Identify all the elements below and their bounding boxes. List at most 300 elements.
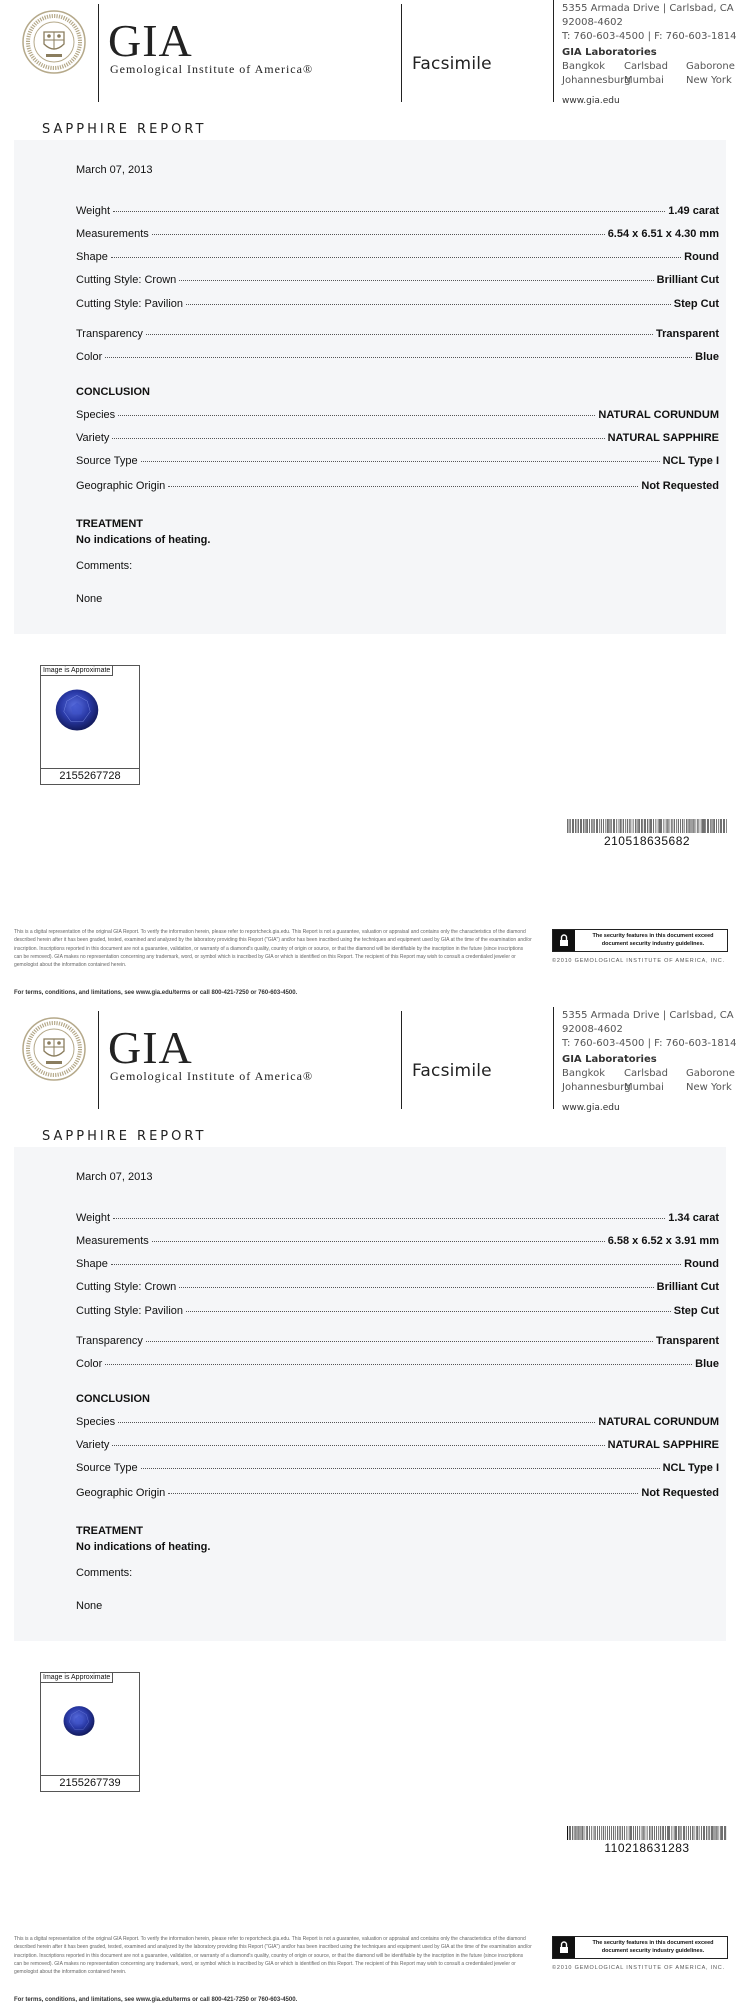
barcode-bar — [578, 1826, 579, 1840]
row-value: Round — [684, 251, 719, 263]
barcode-bar — [603, 1826, 604, 1840]
measurements-row — [76, 1235, 719, 1247]
barcode-bar — [720, 819, 721, 833]
copyright-text: ©2010 GEMOLOGICAL INSTITUTE OF AMERICA, INC. — [552, 1965, 725, 1971]
barcode-bar — [641, 819, 642, 833]
origin-row — [76, 1487, 719, 1499]
barcode-bar — [622, 1826, 623, 1840]
barcode-bar — [701, 1826, 702, 1840]
treatment-value: No indications of heating. — [76, 1541, 211, 1553]
barcode-bar — [704, 819, 705, 833]
barcode-bar — [651, 819, 652, 833]
row-label: Color — [76, 1358, 103, 1370]
image-report-number: 2155267739 — [41, 1775, 139, 1791]
city: Johannesburg — [562, 1082, 631, 1093]
barcode-bar — [576, 1826, 577, 1840]
barcode-bar — [708, 1826, 709, 1840]
terms-text: For terms, conditions, and limitations, see www.gia.edu/terms or call 800-421-7250 or 760-603-4500. — [14, 990, 298, 996]
barcode-bar — [567, 1826, 568, 1840]
address-line: 5355 Armada Drive | Carlsbad, CA 92008-4602 — [562, 1010, 734, 1035]
barcode-bar — [615, 1826, 616, 1840]
barcode-bar — [680, 819, 681, 833]
row-label: Geographic Origin — [76, 1487, 166, 1499]
barcode-bar — [629, 1826, 630, 1840]
barcode-bar — [613, 1826, 614, 1840]
barcode-bar — [678, 1826, 679, 1840]
row-value: NCL Type I — [662, 455, 719, 467]
row-label: Transparency — [76, 1335, 143, 1347]
comments-value: None — [76, 1600, 103, 1612]
image-approx-label: Image is Approximate — [41, 666, 113, 676]
barcode-bar — [624, 1826, 625, 1840]
barcode-bar — [596, 819, 597, 833]
leader-dots — [146, 1341, 653, 1342]
gia-logo-word: GIA — [108, 15, 193, 66]
leader-dots — [105, 1364, 692, 1365]
barcode-bar — [637, 819, 638, 833]
barcode-bar — [573, 819, 574, 833]
barcode-bar — [699, 819, 700, 833]
barcode-bar — [680, 1826, 681, 1840]
barcode-bar — [701, 819, 702, 833]
barcode-bar — [668, 1826, 669, 1840]
barcode-bar — [659, 819, 660, 833]
barcode-bar — [595, 1826, 596, 1840]
pavilion-row — [76, 1305, 719, 1317]
leader-dots — [105, 357, 692, 358]
barcode-bar — [722, 1826, 723, 1840]
barcode-bar — [642, 1826, 643, 1840]
disclaimer-text: This is a digital representation of the original GIA Report. To verify the information herein, please refer to reportcheck.gia.edu. This Report is not a guarantee, valuation or appraisal and contains only the characteristics of the diamond described herein after it has been graded, tested, examined and analyzed by the laboratory providing this Report ("GIA") and/or has been inscribed using the techniques and equipment used by GIA at the time of the examination and/or inscription. Inscriptions reported in this document are not a guarantee, validation, or warranty of a diamond's quality, country of origin or source, or that the diamond will be identifiable by the inscription in the future (since inscriptions can be removed). GIA makes no representation concerning any trademark, word, or symbol which is inscribed by GIA or which is identified on this Report. The recipient of this Report may wish to consult a credentialed jeweler or gemologist about the information contained herein. — [14, 929, 532, 969]
barcode-bar — [704, 1826, 705, 1840]
species-row — [76, 409, 719, 421]
barcode-bar — [622, 819, 623, 833]
barcode-bar — [586, 819, 587, 833]
security-text: The security features in this document exceed document security industry guidelines. — [592, 933, 714, 947]
barcode-bar — [724, 819, 725, 833]
barcode-bar — [725, 1826, 726, 1840]
barcode-icon — [567, 1826, 727, 1840]
crown-row — [76, 274, 719, 286]
barcode-bar — [684, 1826, 685, 1840]
barcode-bar — [635, 1826, 636, 1840]
disclaimer-text: This is a digital representation of the original GIA Report. To verify the information herein, please refer to reportcheck.gia.edu. This Report is not a guarantee, valuation or appraisal and contains only the characteristics of the diamond described herein after it has been graded, tested, examined and analyzed by the laboratory providing this Report ("GIA") and/or has been inscribed using the techniques and equipment used by GIA at the time of the examination and/or inscription. Inscriptions reported in this document are not a guarantee, validation, or warranty of a diamond's quality, country of origin or source, or that the diamond will be identifiable by the inscription in the future (since inscriptions can be removed). GIA makes no representation concerning any trademark, word, or symbol which is inscribed by GIA or which is identified on this Report. The recipient of this Report may wish to consult a credentialed jeweler or gemologist about the information contained herein. — [14, 1936, 532, 1976]
row-label: Species — [76, 1416, 116, 1428]
barcode-bar — [650, 819, 651, 833]
row-value: Transparent — [656, 328, 719, 340]
barcode-bar — [689, 819, 690, 833]
row-value: 1.49 carat — [668, 205, 719, 217]
security-notice — [552, 1936, 728, 1959]
barcode-bar — [649, 1826, 650, 1840]
row-label: Shape — [76, 251, 108, 263]
barcode-bar — [661, 819, 662, 833]
facsimile-label: Facsimile — [412, 54, 492, 74]
barcode-bar — [676, 1826, 677, 1840]
gem-image-frame — [40, 665, 140, 785]
leader-dots — [186, 304, 671, 305]
leader-dots — [141, 1468, 660, 1469]
gia-logo-subtitle: Gemological Institute of America® — [110, 62, 314, 76]
row-value: Round — [684, 1258, 719, 1270]
barcode-bar — [638, 819, 639, 833]
pavilion-row — [76, 298, 719, 310]
barcode-bar — [686, 1826, 687, 1840]
city: Mumbai — [624, 75, 664, 86]
comments-value: None — [76, 593, 103, 605]
barcode-bar — [683, 1826, 684, 1840]
security-text: The security features in this document exceed document security industry guidelines. — [592, 1940, 714, 1954]
leader-dots — [118, 1422, 595, 1423]
barcode-bar — [572, 1826, 573, 1840]
row-value: Transparent — [656, 1335, 719, 1347]
barcode-bar — [653, 819, 654, 833]
barcode-bar — [665, 1826, 666, 1840]
barcode-bar — [645, 1826, 646, 1840]
row-label: Variety — [76, 1439, 110, 1451]
barcode-bar — [691, 819, 692, 833]
gia-seal-icon — [22, 1017, 86, 1081]
row-label: Measurements — [76, 228, 149, 240]
origin-row — [76, 480, 719, 492]
barcode-bar — [718, 1826, 719, 1840]
leader-dots — [186, 1311, 671, 1312]
leader-dots — [113, 1218, 665, 1219]
barcode-bar — [660, 819, 661, 833]
city: Carlsbad — [624, 61, 669, 72]
barcode-bar — [658, 819, 659, 833]
row-label: Cutting Style: Pavilion — [76, 1305, 183, 1317]
barcode-bar — [647, 1826, 648, 1840]
barcode-bar — [601, 819, 602, 833]
barcode-bar — [654, 1826, 655, 1840]
barcode-bar — [589, 1826, 590, 1840]
barcode-bar — [714, 1826, 715, 1840]
barcode-bar — [581, 819, 582, 833]
leader-dots — [179, 280, 653, 281]
header-divider — [98, 1011, 99, 1109]
barcode-bar — [697, 1826, 698, 1840]
address-block — [562, 1009, 742, 1115]
barcode-bar — [637, 1826, 638, 1840]
sapphire-gem-icon — [63, 1705, 95, 1737]
barcode-bar — [619, 819, 620, 833]
barcode-bar — [639, 819, 640, 833]
address-line: 5355 Armada Drive | Carlsbad, CA 92008-4602 — [562, 3, 734, 28]
barcode-bar — [711, 1826, 712, 1840]
comments-label: Comments: — [76, 560, 133, 572]
barcode-bar — [631, 819, 632, 833]
row-value: Blue — [695, 1358, 719, 1370]
barcode-bar — [692, 1826, 693, 1840]
barcode-bar — [599, 1826, 600, 1840]
barcode-bar — [597, 1826, 598, 1840]
website-link[interactable]: www.gia.edu — [562, 1103, 620, 1113]
row-value: Step Cut — [673, 1305, 719, 1317]
barcode-bar — [572, 819, 573, 833]
barcode-bar — [630, 1826, 631, 1840]
row-value: Blue — [695, 351, 719, 363]
conclusion-heading: CONCLUSION — [76, 1393, 150, 1405]
row-label: Weight — [76, 205, 111, 217]
variety-row — [76, 432, 719, 444]
row-value: 6.58 x 6.52 x 3.91 mm — [607, 1235, 719, 1247]
city: Bangkok — [562, 1068, 606, 1079]
city: Mumbai — [624, 1082, 664, 1093]
barcode-bar — [614, 819, 615, 833]
barcode-bar — [688, 1826, 689, 1840]
barcode-bar — [570, 819, 571, 833]
barcode-bar — [707, 819, 708, 833]
barcode-bar — [609, 1826, 610, 1840]
city: Johannesburg — [562, 75, 631, 86]
city: New York — [686, 75, 732, 86]
city: Bangkok — [562, 61, 606, 72]
barcode-bar — [696, 1826, 697, 1840]
barcode-bar — [644, 819, 645, 833]
header-divider — [553, 0, 554, 102]
barcode-bar — [569, 819, 570, 833]
barcode-bar — [674, 819, 675, 833]
header-divider — [98, 4, 99, 102]
barcode-bar — [600, 819, 601, 833]
row-value: Step Cut — [673, 298, 719, 310]
barcode-bar — [611, 819, 612, 833]
row-value: NCL Type I — [662, 1462, 719, 1474]
city: New York — [686, 1082, 732, 1093]
gia-logo-word: GIA — [108, 1022, 193, 1073]
barcode-bar — [610, 819, 611, 833]
row-label: Cutting Style: Crown — [76, 274, 177, 286]
barcode-bar — [649, 819, 650, 833]
leader-dots — [113, 211, 665, 212]
barcode-bar — [721, 1826, 722, 1840]
shape-row — [76, 1258, 719, 1270]
source-row — [76, 1462, 719, 1474]
barcode-bar — [672, 1826, 673, 1840]
row-label: Cutting Style: Pavilion — [76, 298, 183, 310]
barcode-bar — [660, 1826, 661, 1840]
barcode-bar — [580, 819, 581, 833]
comments-label: Comments: — [76, 1567, 133, 1579]
report-date: March 07, 2013 — [76, 1171, 153, 1183]
city: Carlsbad — [624, 1068, 669, 1079]
barcode-bar — [651, 1826, 652, 1840]
barcode-bar — [666, 819, 667, 833]
report-title: SAPPHIRE REPORT — [42, 1129, 207, 1144]
barcode-bar — [710, 1826, 711, 1840]
lab-cities — [562, 60, 742, 88]
barcode-bar — [594, 819, 595, 833]
row-value: Brilliant Cut — [656, 1281, 719, 1293]
leader-dots — [146, 334, 653, 335]
leader-dots — [112, 1445, 604, 1446]
barcode-bar — [645, 819, 646, 833]
barcode-bar — [607, 1826, 608, 1840]
barcode-number: 210518635682 — [603, 834, 691, 848]
barcode-bar — [629, 819, 630, 833]
barcode-bar — [671, 819, 672, 833]
barcode-bar — [617, 1826, 618, 1840]
barcode-bar — [567, 819, 568, 833]
barcode-bar — [626, 819, 627, 833]
barcode-bar — [715, 1826, 716, 1840]
barcode-bar — [703, 819, 704, 833]
barcode-bar — [602, 1826, 603, 1840]
image-report-number: 2155267728 — [41, 768, 139, 784]
barcode-bar — [613, 819, 614, 833]
variety-row — [76, 1439, 719, 1451]
lab-cities — [562, 1067, 742, 1095]
barcode-bar — [577, 819, 578, 833]
barcode-bar — [581, 1826, 582, 1840]
barcode-bar — [640, 1826, 641, 1840]
leader-dots — [152, 234, 605, 235]
barcode-bar — [605, 1826, 606, 1840]
row-value: Brilliant Cut — [656, 274, 719, 286]
barcode-bar — [712, 819, 713, 833]
leader-dots — [179, 1287, 653, 1288]
barcode-bar — [681, 1826, 682, 1840]
header-divider — [401, 1011, 402, 1109]
facsimile-label: Facsimile — [412, 1061, 492, 1081]
barcode-bar — [621, 1826, 622, 1840]
row-label: Variety — [76, 432, 110, 444]
lock-icon — [553, 930, 575, 951]
barcode-bar — [631, 1826, 632, 1840]
weight-row — [76, 205, 719, 217]
barcode-bar — [607, 819, 608, 833]
address-block — [562, 2, 742, 108]
row-label: Species — [76, 409, 116, 421]
barcode-bar — [727, 819, 728, 833]
header-divider — [401, 4, 402, 102]
barcode-bar — [694, 819, 695, 833]
barcode-bar — [669, 1826, 670, 1840]
barcode-bar — [695, 819, 696, 833]
row-label: Measurements — [76, 1235, 149, 1247]
leader-dots — [152, 1241, 605, 1242]
row-value: NATURAL CORUNDUM — [598, 409, 719, 421]
leader-dots — [118, 415, 595, 416]
barcode-bar — [592, 1826, 593, 1840]
barcode-bar — [720, 1826, 721, 1840]
barcode-bar — [723, 819, 724, 833]
species-row — [76, 1416, 719, 1428]
barcode-bar — [677, 819, 678, 833]
barcode-bar — [578, 819, 579, 833]
barcode-bar — [686, 819, 687, 833]
barcode-bar — [633, 1826, 634, 1840]
sapphire-gem-icon — [55, 688, 99, 732]
barcode-bar — [584, 1826, 585, 1840]
barcode-bar — [611, 1826, 612, 1840]
row-label: Shape — [76, 1258, 108, 1270]
report-page — [0, 0, 742, 1007]
row-label: Weight — [76, 1212, 111, 1224]
security-notice — [552, 929, 728, 952]
lock-icon — [553, 1937, 575, 1958]
city: Gaborone — [686, 1068, 735, 1079]
phone-line: T: 760-603-4500 | F: 760-603-1814 — [562, 31, 737, 42]
treatment-heading: TREATMENT — [76, 1525, 144, 1537]
barcode-bar — [682, 819, 683, 833]
barcode-bar — [652, 1826, 653, 1840]
leader-dots — [111, 257, 681, 258]
barcode-bar — [583, 819, 584, 833]
barcode-bar — [635, 819, 636, 833]
barcode-bar — [674, 1826, 675, 1840]
barcode-bar — [717, 1826, 718, 1840]
measurements-row — [76, 228, 719, 240]
barcode-bar — [587, 819, 588, 833]
row-label: Source Type — [76, 1462, 138, 1474]
barcode-bar — [647, 819, 648, 833]
barcode-bar — [699, 1826, 700, 1840]
source-row — [76, 455, 719, 467]
barcode-bar — [597, 819, 598, 833]
barcode-bar — [606, 819, 607, 833]
barcode-bar — [663, 1826, 664, 1840]
website-link[interactable]: www.gia.edu — [562, 96, 620, 106]
gia-logo-subtitle: Gemological Institute of America® — [110, 1069, 314, 1083]
conclusion-heading: CONCLUSION — [76, 386, 150, 398]
barcode-bar — [667, 1826, 668, 1840]
barcode-bar — [692, 819, 693, 833]
weight-row — [76, 1212, 719, 1224]
barcode-bar — [706, 1826, 707, 1840]
report-title: SAPPHIRE REPORT — [42, 122, 207, 137]
barcode-bar — [662, 1826, 663, 1840]
terms-text: For terms, conditions, and limitations, see www.gia.edu/terms or call 800-421-7250 or 760-603-4500. — [14, 1997, 298, 2003]
header-divider — [553, 1007, 554, 1109]
city: Gaborone — [686, 61, 735, 72]
barcode-bar — [673, 819, 674, 833]
row-label: Geographic Origin — [76, 480, 166, 492]
treatment-value: No indications of heating. — [76, 534, 211, 546]
barcode-bar — [643, 1826, 644, 1840]
barcode-bar — [627, 819, 628, 833]
barcode-bar — [694, 1826, 695, 1840]
row-value: Not Requested — [641, 480, 719, 492]
row-value: 1.34 carat — [668, 1212, 719, 1224]
row-value: NATURAL SAPPHIRE — [607, 1439, 719, 1451]
barcode-bar — [703, 1826, 704, 1840]
barcode-bar — [697, 819, 698, 833]
barcode-bar — [643, 819, 644, 833]
barcode-bar — [659, 1826, 660, 1840]
crown-row — [76, 1281, 719, 1293]
leader-dots — [168, 486, 638, 487]
barcode-bar — [593, 819, 594, 833]
barcode-bar — [721, 819, 722, 833]
barcode-bar — [582, 1826, 583, 1840]
barcode-bar — [587, 1826, 588, 1840]
barcode-bar — [688, 819, 689, 833]
barcode-bar — [594, 1826, 595, 1840]
barcode-bar — [623, 819, 624, 833]
barcode-bar — [570, 1826, 571, 1840]
barcode-bar — [656, 819, 657, 833]
barcode-bar — [620, 819, 621, 833]
barcode-bar — [719, 819, 720, 833]
barcode-bar — [713, 819, 714, 833]
report-date: March 07, 2013 — [76, 164, 153, 176]
transparency-row — [76, 1335, 719, 1347]
barcode-icon — [567, 819, 727, 833]
barcode-bar — [712, 1826, 713, 1840]
labs-label: GIA Laboratories — [562, 1054, 657, 1065]
